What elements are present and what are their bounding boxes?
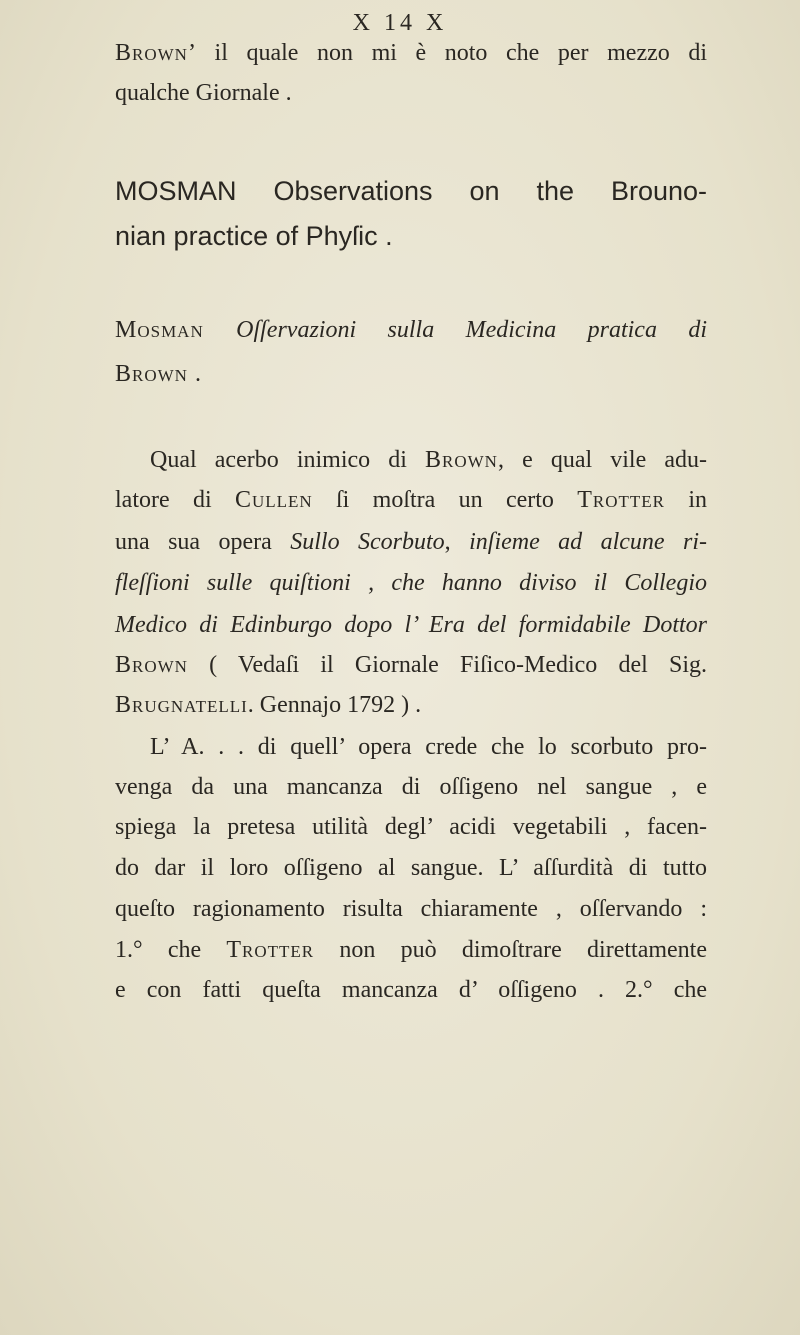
- name-smallcaps: Brugnatelli: [115, 692, 248, 718]
- name-smallcaps: Brown: [115, 40, 188, 66]
- text-segment: . Gennajo 1792 ) .: [247, 692, 422, 718]
- text-line: [115, 610, 707, 640]
- page-number-header: X 14 X: [352, 10, 448, 36]
- text-segment: venga da una mancanza di oſſigeno nel sangue , e: [115, 774, 707, 800]
- text-segment: spiega la pretesa utilità degl’ acidi vegetabili , facen-: [115, 814, 707, 840]
- text-line: [115, 38, 707, 68]
- text-segment: latore di: [115, 487, 235, 513]
- text-line: [115, 650, 707, 680]
- text-segment: do dar il loro oſſigeno al sangue. L’ aſſurdità di tutto: [115, 855, 707, 881]
- text-segment: MOSMAN Observations on the Brouno-: [115, 176, 707, 206]
- text-line: [150, 732, 707, 762]
- text-segment: queſto ragionamento risulta chiaramente , oſſervando :: [115, 896, 707, 922]
- text-line: [150, 445, 707, 475]
- text-segment: qualche Giornale .: [115, 80, 292, 106]
- text-line: [115, 78, 707, 108]
- name-smallcaps: Brown: [115, 652, 188, 678]
- text-segment: ( Vedaſi il Giornale Fiſico-Medico del Sig.: [187, 652, 707, 678]
- text-line: [115, 315, 707, 345]
- text-line: [115, 812, 707, 842]
- name-smallcaps: Trotter: [577, 487, 666, 513]
- name-smallcaps: Cullen: [234, 487, 313, 513]
- text-line: [115, 772, 707, 802]
- text-segment: non può dimoſtrare direttamente: [314, 937, 707, 963]
- italic-text: fleſſioni sulle quiſtioni , che hanno diviso il Collegio: [115, 570, 707, 596]
- name-smallcaps: Brown: [425, 447, 498, 473]
- text-line: [115, 485, 707, 515]
- text-segment: Qual acerbo inimico di: [150, 447, 426, 473]
- text-line: [115, 359, 707, 389]
- italic-text: Oſſervazioni sulla Medicina pratica di: [236, 317, 707, 343]
- name-smallcaps: Trotter: [226, 937, 315, 963]
- text-line: [115, 975, 707, 1005]
- text-line: [115, 690, 707, 720]
- text-segment: una sua opera: [115, 529, 291, 555]
- text-segment: ,: [444, 529, 470, 555]
- text-line: [115, 527, 707, 557]
- text-line: [115, 853, 707, 883]
- italic-text: inſieme ad alcune ri-: [469, 529, 708, 555]
- italic-text: Sullo Scorbuto: [290, 529, 445, 555]
- text-segment: in: [665, 487, 708, 513]
- text-line: [115, 935, 707, 965]
- name-smallcaps: Brown .: [115, 361, 202, 387]
- text-segment: L’ A. . . di quell’ opera crede che lo scorbuto pro-: [150, 734, 707, 760]
- text-segment: ʼ il quale non mi è noto che per mezzo di: [187, 40, 707, 66]
- text-segment: e con fatti queſta mancanza d’ oſſigeno . 2.° che: [115, 977, 707, 1003]
- text-segment: 1.° che: [115, 937, 227, 963]
- text-line: [115, 221, 707, 251]
- text-segment: ſi moſtra un certo: [312, 487, 578, 513]
- text-line: [115, 894, 707, 924]
- text-line: [115, 568, 707, 598]
- text-line: [115, 176, 707, 206]
- italic-text: Medico di Edinburgo dopo l’ Era del formidabile Dottor: [115, 612, 707, 638]
- text-segment: , e qual vile adu-: [497, 447, 707, 473]
- name-smallcaps: Mosman: [115, 317, 237, 343]
- text-segment: nian practice of Phyſic .: [115, 221, 393, 251]
